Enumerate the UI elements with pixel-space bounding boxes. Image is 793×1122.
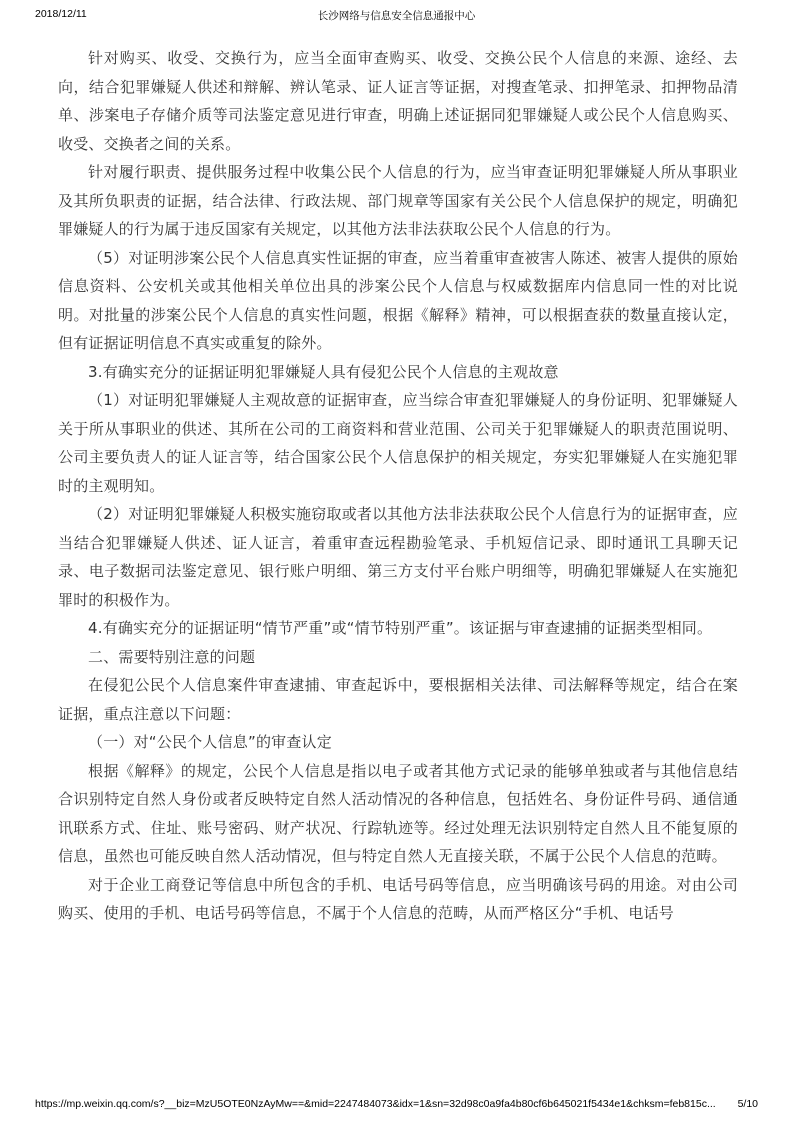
article-body [58, 44, 738, 928]
paragraph: （1）对证明犯罪嫌疑人主观故意的证据审查，应当综合审查犯罪嫌疑人的身份证明、犯罪嫌疑人关于所从事职业的供述、其所在公司的工商资料和营业范围、公司关于犯罪嫌疑人的职责范围说明、公司主要负责人的证人证言等，结合国家公民个人信息保护的相关规定，夯实犯罪嫌疑人在实施犯罪时的主观明知。 [58, 391, 738, 495]
section-heading: 4.有确实充分的证据证明“情节严重”或“情节特别严重”。该证据与审查逮捕的证据类型相同。 [88, 619, 713, 637]
paragraph: 针对购买、收受、交换行为，应当全面审查购买、收受、交换公民个人信息的来源、途经、去向，结合犯罪嫌疑人供述和辩解、辨认笔录、证人证言等证据，对搜查笔录、扣押笔录、扣押物品清单、涉案电子存储介质等司法鉴定意见进行审查，明确上述证据同犯罪嫌疑人或公民个人信息购买、收受、交换者之间的关系。 [58, 49, 738, 153]
source-url: https://mp.weixin.qq.com/s?__biz=MzU5OTE0NzAyMw==&mid=2247484073&idx=1&sn=32d98c0a9fa4b80cf6b645021f5434e1&chksm=feb815c... [35, 1098, 716, 1110]
paragraph: 对于企业工商登记等信息中所包含的手机、电话号码等信息，应当明确该号码的用途。对由公司购买、使用的手机、电话号码等信息，不属于个人信息的范畴，从而严格区分“手机、电话号 [58, 875, 738, 922]
page-title: 长沙网络与信息安全信息通报中心 [317, 10, 476, 22]
print-date: 2018/12/11 [35, 8, 87, 20]
paragraph: 根据《解释》的规定，公民个人信息是指以电子或者其他方式记录的能够单独或者与其他信息结合识别特定自然人身份或者反映特定自然人活动情况的各种信息，包括姓名、身份证件号码、通信通讯联系方式、住址、账号密码、财产状况、行踪轨迹等。经过处理无法识别特定自然人且不能复原的信息，虽然也可能反映自然人活动情况，但与特定自然人无直接关联，不属于公民个人信息的范畴。 [58, 761, 738, 865]
page-number: 5/10 [737, 1098, 758, 1110]
paragraph: （2）对证明犯罪嫌疑人积极实施窃取或者以其他方法非法获取公民个人信息行为的证据审查，应当结合犯罪嫌疑人供述、证人证言，着重审查远程勘验笔录、手机短信记录、即时通讯工具聊天记录、电子数据司法鉴定意见、银行账户明细、第三方支付平台账户明细等，明确犯罪嫌疑人在实施犯罪时的积极作为。 [58, 505, 738, 609]
paragraph: 在侵犯公民个人信息案件审查逮捕、审查起诉中，要根据相关法律、司法解释等规定，结合在案证据，重点注意以下问题： [58, 676, 738, 723]
paragraph: 针对履行职责、提供服务过程中收集公民个人信息的行为，应当审查证明犯罪嫌疑人所从事职业及其所负职责的证据，结合法律、行政法规、部门规章等国家有关公民个人信息保护的规定，明确犯罪嫌疑人的行为属于违反国家有关规定，以其他方法非法获取公民个人信息的行为。 [58, 163, 738, 238]
print-footer [35, 1098, 758, 1112]
paragraph: （5）对证明涉案公民个人信息真实性证据的审查，应当着重审查被害人陈述、被害人提供的原始信息资料、公安机关或其他相关单位出具的涉案公民个人信息与权威数据库内信息同一性的对比说明。对批量的涉案公民个人信息的真实性问题，根据《解释》精神，可以根据查获的数量直接认定，但有证据证明信息不真实或重复的除外。 [58, 248, 738, 352]
section-heading: （一）对“公民个人信息”的审查认定 [88, 733, 332, 751]
section-heading: 3.有确实充分的证据证明犯罪嫌疑人具有侵犯公民个人信息的主观故意 [88, 362, 559, 381]
print-header [35, 8, 758, 22]
section-heading: 二、需要特别注意的问题 [88, 647, 256, 666]
